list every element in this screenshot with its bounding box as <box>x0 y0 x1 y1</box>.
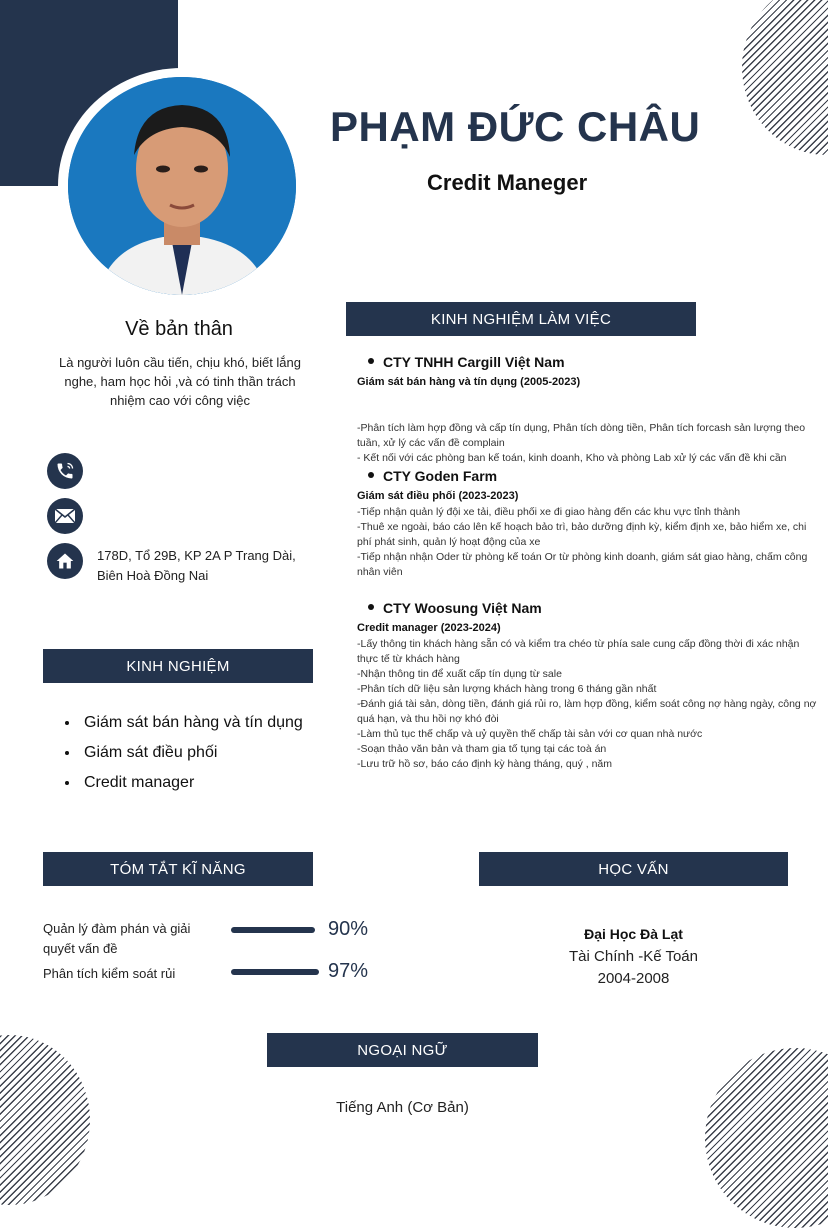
major: Tài Chính -Kế Toán <box>569 948 698 965</box>
work-experience-heading: KINH NGHIỆM LÀM VIỆC <box>346 302 696 336</box>
duty-item: -Lưu trữ hồ sơ, báo cáo định kỳ hàng tháng, quý , năm <box>357 758 613 770</box>
duty-list <box>357 421 819 466</box>
position-title: Giám sát bán hàng và tín dụng (2005-2023) <box>357 376 581 388</box>
hatched-circle-decoration <box>742 0 828 155</box>
duty-item: -Đánh giá tài sản, dòng tiền, đánh giá rủi ro, làm hợp đồng, kiểm soát công nợ hàng ngày, công nợ quá hạn, và thu hồi nợ khó đòi <box>357 698 817 725</box>
company-name <box>368 468 497 484</box>
list-item: • Credit manager <box>80 768 303 798</box>
duty-item: -Lấy thông tin khách hàng sẵn có và kiểm tra chéo từ phía sale cung cấp đồng thời đi xác nhận thực tế từ khách hàng <box>357 638 800 665</box>
address-text: 178D, Tổ 29B, KP 2A P Trang Dài, Biên Hoà Đồng Nai <box>97 548 296 583</box>
position-title: Credit manager (2023-2024) <box>357 622 501 634</box>
mail-icon <box>47 498 83 534</box>
skill-percent: 97% <box>328 960 369 982</box>
company-name <box>368 354 565 370</box>
hatched-circle-decoration <box>705 1048 828 1228</box>
duty-item: -Tiếp nhận nhận Oder từ phòng kế toán Or từ phòng kinh doanh, giám sát giao hàng, chấm công nhân viên <box>357 551 808 578</box>
bullet-icon <box>368 604 374 610</box>
phone-icon <box>47 453 83 489</box>
company-name <box>368 600 542 616</box>
profile-photo <box>68 77 296 295</box>
home-icon <box>47 543 83 579</box>
skill-bar <box>231 927 315 933</box>
position-title: Giám sát điều phối (2023-2023) <box>357 490 519 502</box>
duty-item: -Nhận thông tin để xuất cấp tín dụng từ sale <box>357 668 562 680</box>
education-heading: HỌC VẤN <box>479 852 788 886</box>
bullet-icon <box>368 358 374 364</box>
list-item: • Giám sát bán hàng và tín dụng <box>80 708 303 738</box>
school-name: Đại Học Đà Lạt <box>584 926 683 942</box>
person-name: PHẠM ĐỨC CHÂU <box>330 103 701 150</box>
study-years: 2004-2008 <box>597 970 670 987</box>
skill-label: Quản lý đàm phán và giải quyết vấn đề <box>43 921 191 956</box>
skills-heading: TÓM TẮT KĨ NĂNG <box>43 852 313 886</box>
company-label: CTY TNHH Cargill Việt Nam <box>383 354 565 370</box>
experience-summary-heading: KINH NGHIỆM <box>43 649 313 683</box>
job-title: Credit Maneger <box>427 170 588 195</box>
skill-label: Phân tích kiểm soát rủi <box>43 966 176 981</box>
about-text: Là người luôn cầu tiến, chịu khó, biết lắng nghe, ham học hỏi ,và có tinh thần trách nhiệm cao với công việc <box>59 355 301 408</box>
duty-item: -Phân tích làm hợp đồng và cấp tín dụng, Phân tích dòng tiền, Phân tích forcash sản lượng theo tuần, xử lý các vấn đề complain <box>357 422 806 449</box>
list-item: • Giám sát điều phối <box>80 738 303 768</box>
duty-item: -Soạn thảo văn bản và tham gia tố tụng tại các toà án <box>357 743 607 755</box>
company-label: CTY Goden Farm <box>383 468 498 484</box>
skill-percent: 90% <box>328 918 369 940</box>
skill-bar <box>231 969 319 975</box>
about-heading: Về bản thân <box>125 318 233 340</box>
languages-heading: NGOẠI NGỮ <box>267 1033 538 1067</box>
company-label: CTY Woosung Việt Nam <box>383 600 542 616</box>
duty-item: -Thuê xe ngoài, báo cáo lên kế hoạch bảo trì, bảo dưỡng định kỳ, kiểm định xe, bảo hiểm xe, chi phí phát sinh, quản lý hoạt động của xe <box>357 521 807 548</box>
duty-list <box>357 505 819 580</box>
bullet-icon <box>368 472 374 478</box>
experience-summary-list <box>58 708 303 798</box>
duty-list <box>357 637 819 772</box>
hatched-circle-decoration <box>0 1035 90 1205</box>
duty-item: -Tiếp nhận quản lý đội xe tải, điều phối xe đi giao hàng đến các khu vực tỉnh thành <box>357 506 741 518</box>
duty-item: -Làm thủ tục thế chấp và uỷ quyền thế chấp tài sản với cơ quan nhà nước <box>357 728 703 740</box>
language-item: Tiếng Anh (Cơ Bản) <box>336 1099 469 1116</box>
duty-item: -Phân tích dữ liệu sản lượng khách hàng trong 6 tháng gần nhất <box>357 683 657 695</box>
duty-item: - Kết nối với các phòng ban kế toán, kinh doanh, Kho và phòng Lab xử lý các vấn đề khi cần <box>357 452 787 464</box>
